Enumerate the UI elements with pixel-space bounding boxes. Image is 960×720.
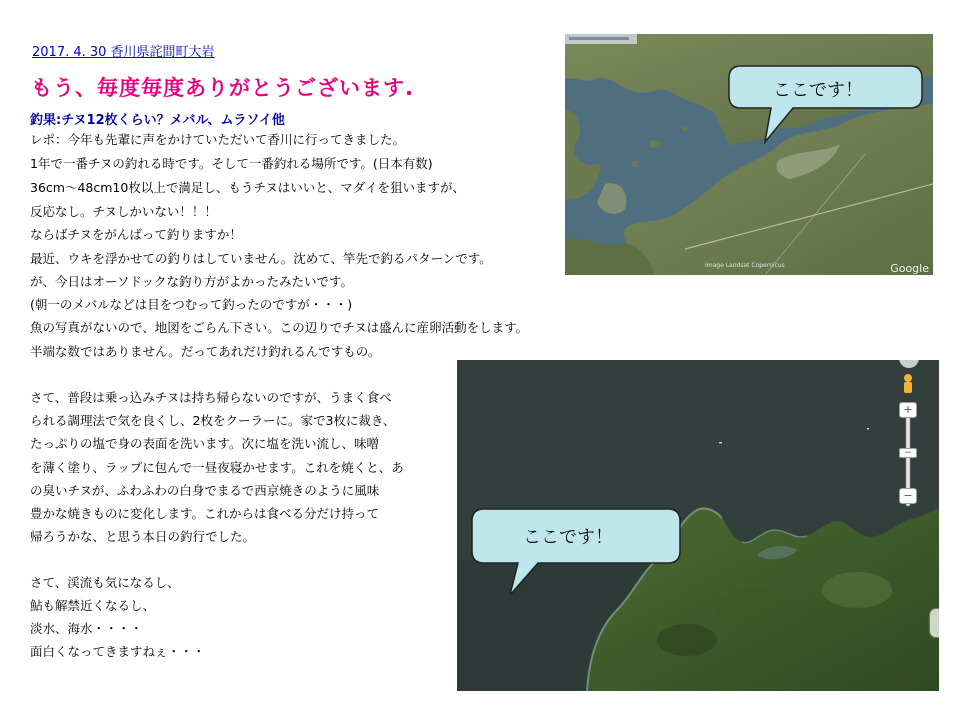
report-line: たっぷりの塩で身の表面を洗います。次に塩を洗い流し、味噌 [30,436,380,451]
report-line: 鮎も解禁近くなるし、 [30,598,156,613]
report-line: 半端な数ではありません。だってあれだけ釣れるんですもの。 [30,344,381,359]
report-line: 淡水、海水・・・・ [30,621,143,636]
post-headline: もう、毎度毎度ありがとうございます. [31,76,414,100]
report-line: ならばチヌをがんばって釣りますか！ [30,227,242,242]
post-date-location-link[interactable]: 2017. 4. 30 香川県詫間町大岩 [32,45,215,60]
report-line: 最近、ウキを浮かせての釣りはしていません。沈めて、竿先で釣るパターンです。 [30,251,492,266]
report-line: レポ：今年も先輩に声をかけていただいて香川に行ってきました。 [30,132,406,147]
report-line: 豊かな焼きものに変化します。これからは食べる分だけ持って [30,506,380,521]
callout-text-bottom: ここです！ [523,527,613,548]
report-line: 1年で一番チヌの釣れる時です。そして一番釣れる場所です。(日本有数) [30,156,433,171]
report-line: 面白くなってきますねぇ・・・ [30,644,206,659]
report-line: 帰ろうかな、と思う本日の釣行でした。 [30,529,256,544]
report-line: られる調理法で気を良くし、2枚をクーラーに。家で3枚に裁き、 [30,413,396,428]
zoom-in-button[interactable]: + [899,402,917,418]
report-line: の臭いチヌが、ふわふわの白身でまるで西京焼きのように風味 [30,483,380,498]
report-line: さて、渓流も気になるし、 [30,575,180,590]
callout-bubble-bottom [468,505,688,600]
report-line: が、今日はオーソドックな釣り方がよかったみたいです。 [30,274,354,289]
catch-summary: 釣果:チヌ12枚くらい？メバル、ムラソイ他 [30,113,285,128]
zoom-slider-handle[interactable]: − [899,448,917,458]
callout-text-top: ここです！ [773,80,863,101]
map-side-widget[interactable] [929,608,939,638]
report-line: 魚の写真がないので、地図をごらん下さい。この辺りでチヌは盛んに産卵活動をします。 [30,320,529,335]
google-logo: Google [890,262,929,275]
report-line: さて、普段は乗っ込みチヌは持ち帰らないのですが、うまく食べ [30,390,392,405]
street-view-pegman-icon[interactable] [899,370,917,396]
report-line: を薄く塗り、ラップに包んで一昼夜寝かせます。これを焼くと、あ [30,460,404,475]
zoom-out-button[interactable]: − [899,488,917,504]
report-line: (朝一のメバルなどは目をつむって釣ったのですが・・・) [30,297,353,312]
report-line: 36cm〜48cm10枚以上で満足し、もうチヌはいいと、マダイを狙いますが、 [30,180,465,195]
callout-bubble-top [723,62,928,147]
report-line: 反応なし。チヌしかいない！！！ [30,204,217,219]
map-attribution: Image Landsat Copernicus [705,262,785,269]
